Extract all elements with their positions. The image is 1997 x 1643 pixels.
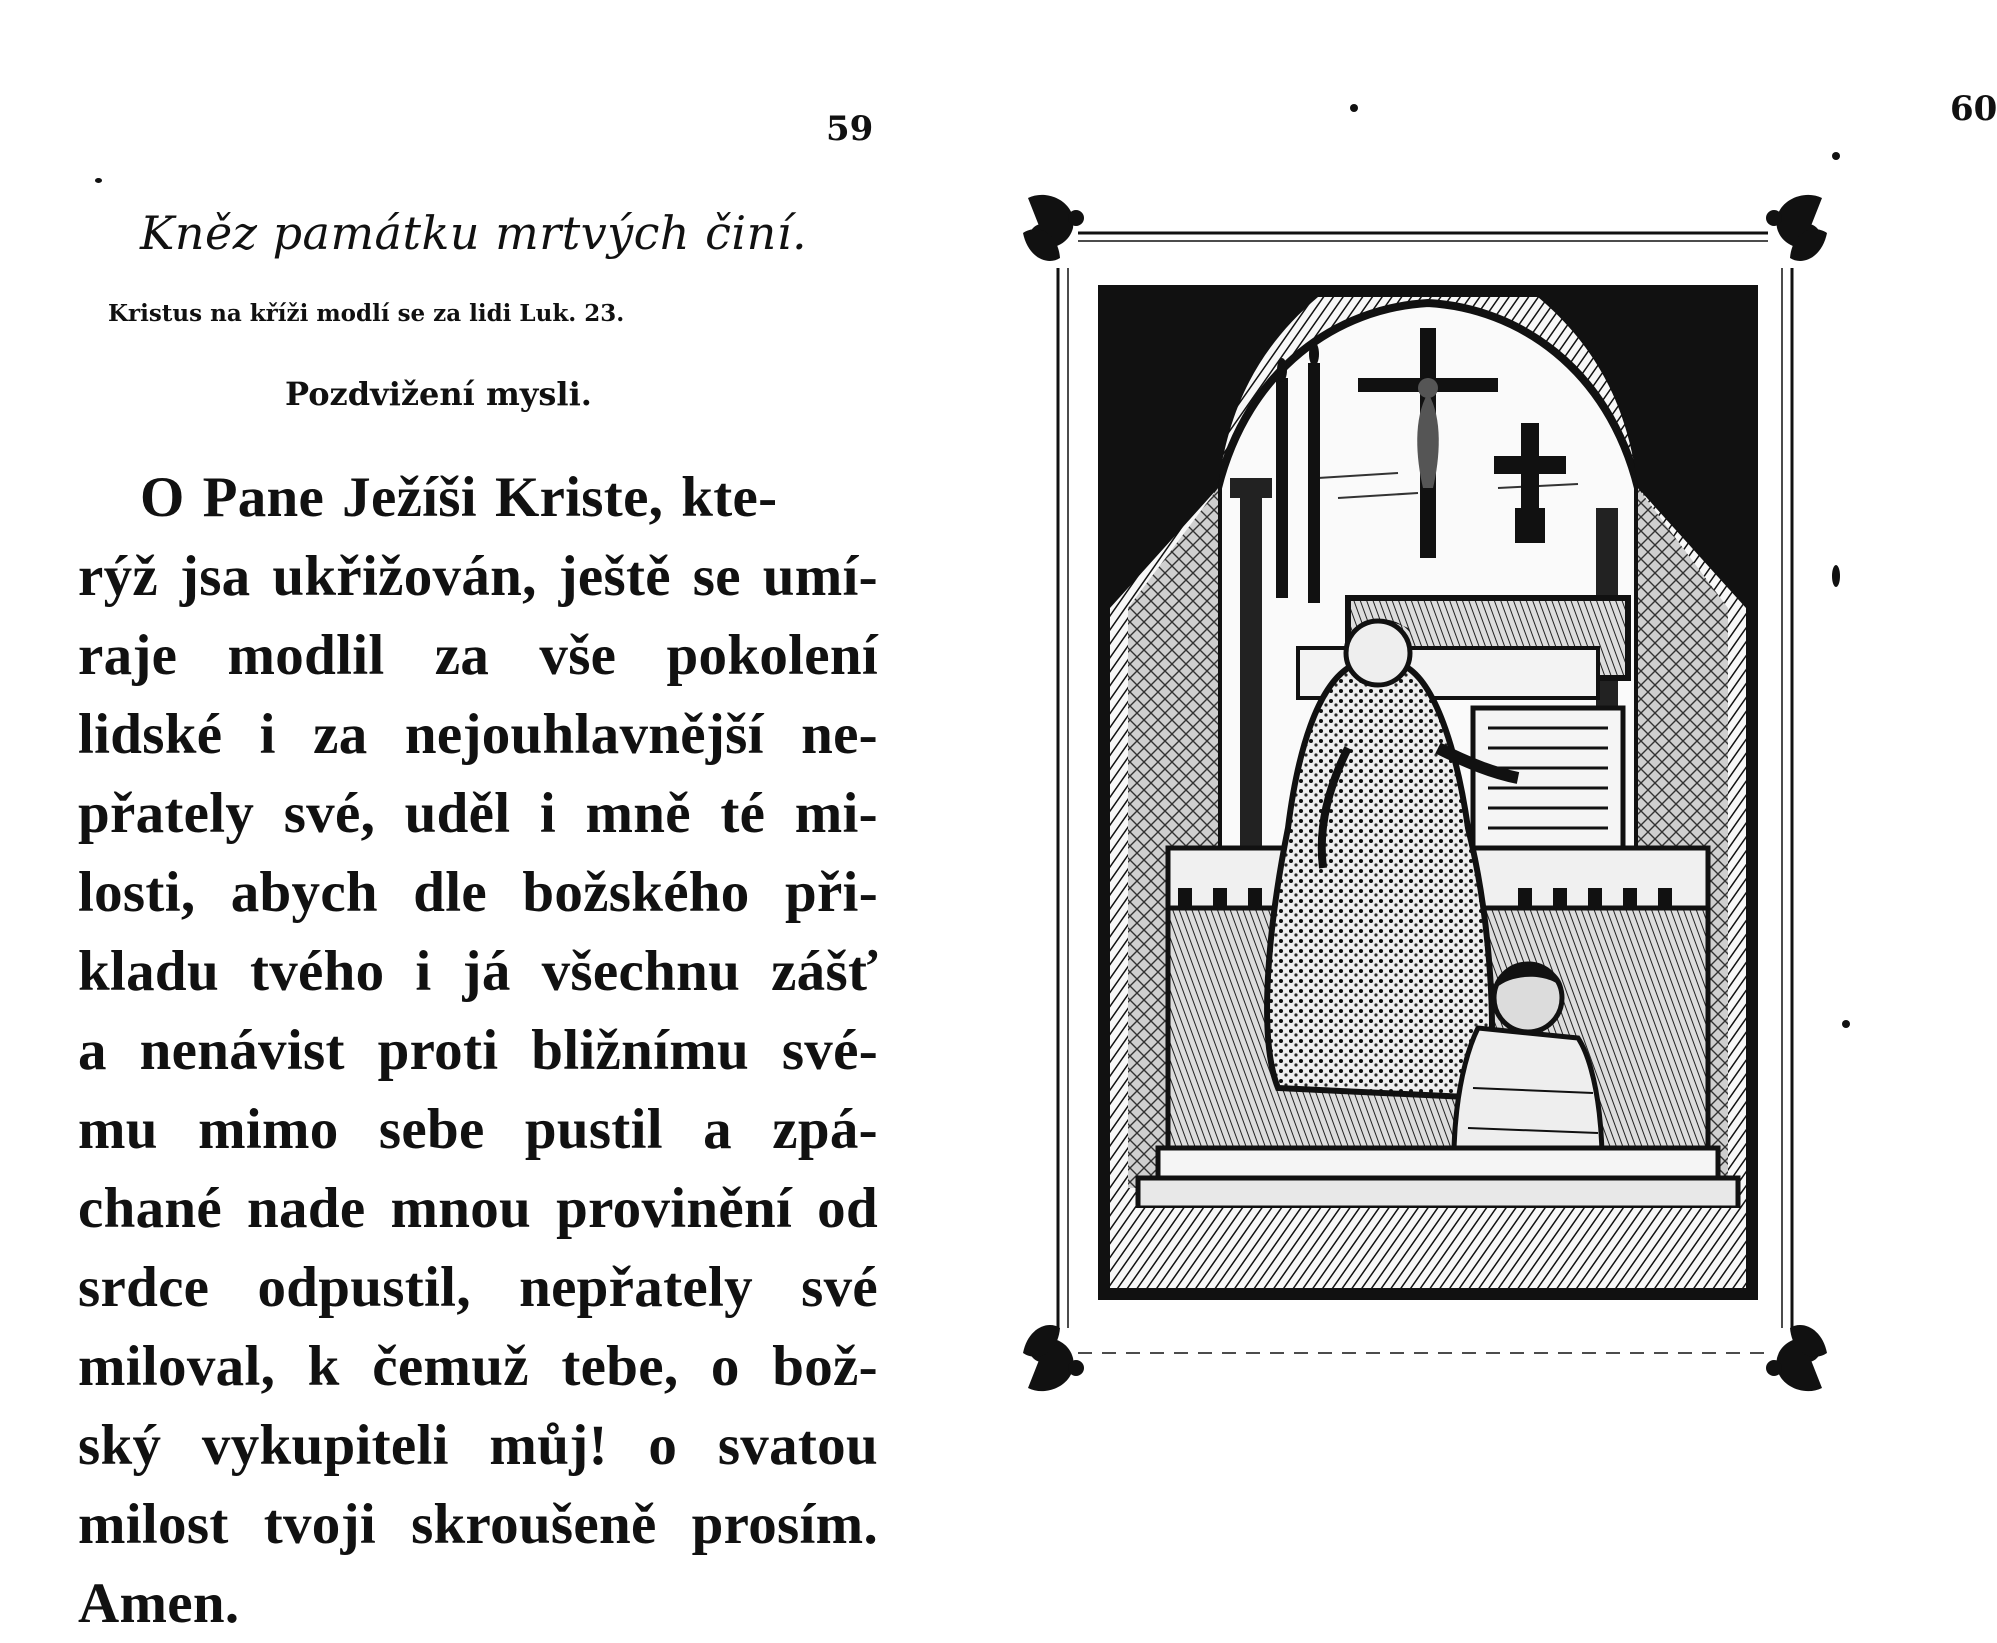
prayer-word: skroušeně [411,1493,657,1556]
prayer-word: mnou [390,1177,532,1240]
prayer-word: bož- [772,1335,878,1398]
prayer-line [78,1090,878,1169]
prayer-line [78,695,878,774]
prayer-line [78,1564,878,1643]
prayer-word: Amen. [78,1572,240,1635]
prayer-word: milost [78,1493,229,1556]
prayer-word: a [703,1098,732,1161]
prayer-word: prosím. [691,1493,878,1556]
prayer-word: své, [283,782,376,845]
prayer-word: té [720,782,766,845]
section-heading: Pozdvižení mysli. [285,375,592,413]
prayer-line [78,458,878,537]
prayer-word: i [539,782,556,845]
left-page [0,0,930,1635]
prayer-word: své- [781,1019,878,1082]
prayer-word: vše [539,624,617,687]
prayer-word: umí- [762,545,878,608]
corner-ornament-icon [1766,1325,1827,1391]
prayer-word: provinění [556,1177,793,1240]
prayer-word: Ježíši [342,466,477,529]
prayer-word: nejouhlavnější [404,703,764,766]
prayer-word: i [259,703,276,766]
prayer-word: dle [413,861,487,924]
prayer-word: bližnímu [531,1019,749,1082]
prayer-line [78,1327,878,1406]
prayer-word: chané [78,1177,222,1240]
prayer-word: všechnu [541,940,741,1003]
prayer-word: modlil [227,624,385,687]
prayer-word: mimo [198,1098,339,1161]
prayer-word: rýž [78,545,158,608]
prayer-line [78,537,878,616]
prayer-line [78,1406,878,1485]
prayer-word: božského [522,861,750,924]
prayer-word: pokolení [666,624,878,687]
prayer-word: ještě [558,545,671,608]
prayer-word: i [415,940,432,1003]
prayer-word: kte- [681,466,778,529]
prayer-word: mi- [794,782,878,845]
engraving-illustration [1018,188,1832,1398]
prayer-word: Kriste, [494,466,664,529]
prayer-word: nepřately [519,1256,753,1319]
prayer-word: za [313,703,368,766]
prayer-line [78,1011,878,1090]
prayer-word: tvého [249,940,385,1003]
corner-ornament-icon [1766,195,1827,261]
prayer-line [78,1169,878,1248]
prayer-word: čemuž [372,1335,529,1398]
prayer-word: a [78,1019,107,1082]
engraving-svg [1018,188,1832,1398]
prayer-line [78,932,878,1011]
prayer-word: zášť [771,940,878,1003]
prayer-word: tebe, [561,1335,679,1398]
prayer-line [78,853,878,932]
prayer-word: k [307,1335,340,1398]
prayer-word: Pane [202,466,325,529]
prayer-word: pustil [524,1098,663,1161]
page-number-right: 60 [1950,89,1997,129]
ink-speck [1832,152,1840,160]
prayer-line [78,774,878,853]
prayer-word: já [462,940,511,1003]
prayer-word: srdce [78,1256,210,1319]
prayer-word: losti, [78,861,196,924]
ink-speck [95,178,102,183]
prayer-word: za [434,624,490,687]
ink-speck [1350,104,1358,112]
altar-steps [1110,1148,1746,1288]
prayer-word: kladu [78,940,219,1003]
prayer-word: proti [377,1019,499,1082]
prayer-word: odpustil, [257,1256,471,1319]
prayer-word: ský [78,1414,162,1477]
corner-ornament-icon [1023,1325,1084,1391]
prayer-line [78,616,878,695]
prayer-word: můj! [489,1414,608,1477]
prayer-line [78,1485,878,1564]
prayer-word: uděl [404,782,511,845]
prayer-word: o [648,1414,678,1477]
prayer-word: přately [78,782,255,845]
corner-ornament-icon [1023,195,1084,261]
page-number-left: 59 [826,109,874,149]
prayer-word: mně [585,782,691,845]
prayer-word: nenávist [139,1019,345,1082]
prayer-word: při- [784,861,878,924]
prayer-word: tvoji [263,1493,376,1556]
ink-speck [1832,565,1840,587]
prayer-word: abych [230,861,378,924]
chapter-title: Kněz památku mrtvých činí. [140,206,808,260]
prayer-word: raje [78,624,178,687]
prayer-line [78,1248,878,1327]
prayer-word: od [817,1177,878,1240]
prayer-word: o [710,1335,740,1398]
prayer-word: miloval, [78,1335,276,1398]
prayer-word: své [801,1256,878,1319]
prayer-word: nade [247,1177,366,1240]
prayer-word: ukřižován, [272,545,537,608]
prayer-word: se [692,545,741,608]
prayer-word: O [140,466,185,529]
prayer-text [78,458,878,1643]
ink-speck [1842,1020,1850,1028]
prayer-word: vykupiteli [201,1414,449,1477]
chapter-subtitle: Kristus na kříži modlí se za lidi Luk. 23. [108,300,625,327]
prayer-word: jsa [179,545,251,608]
prayer-word: sebe [378,1098,485,1161]
prayer-word: mu [78,1098,158,1161]
prayer-word: lidské [78,703,223,766]
prayer-word: zpá- [772,1098,878,1161]
prayer-word: svatou [717,1414,878,1477]
prayer-word: ne- [801,703,878,766]
